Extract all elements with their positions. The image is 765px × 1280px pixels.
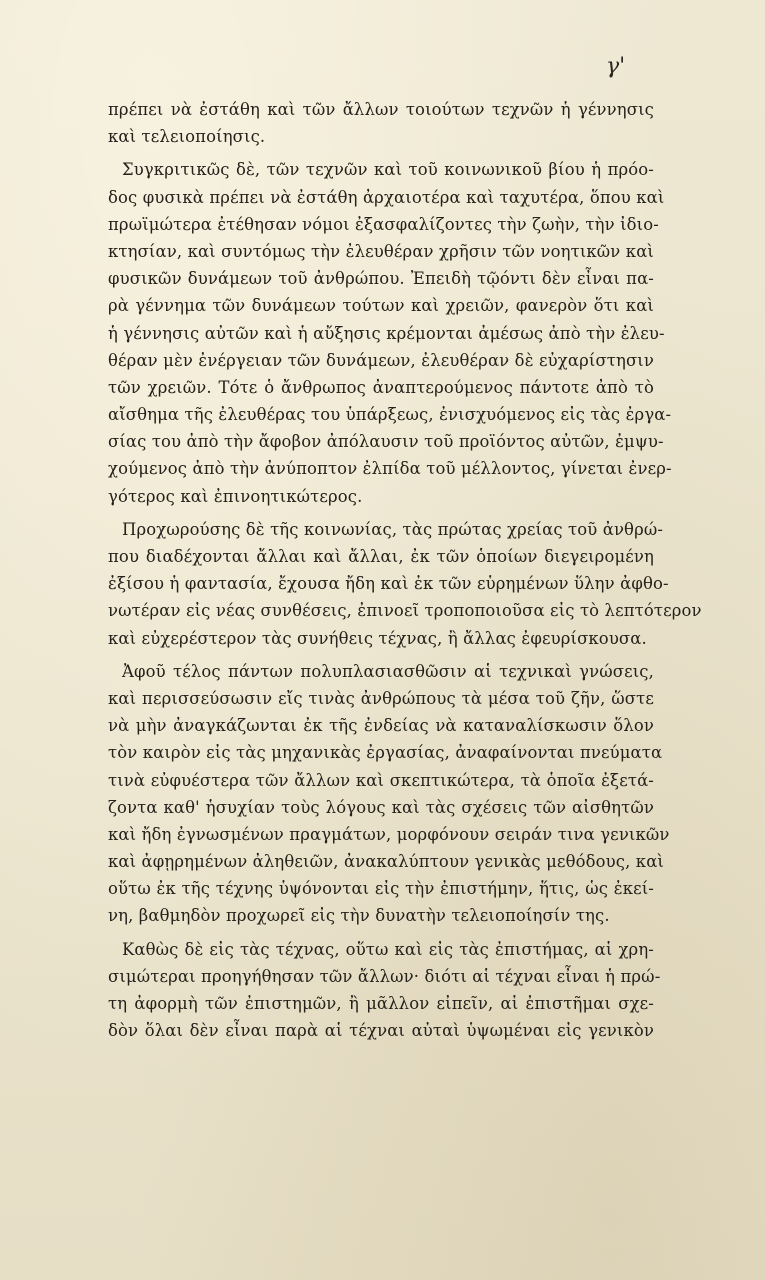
text-line: καὶ ἀφῃρημένων ἀληθειῶν, ἀνακαλύπτουν γενικὰς μεθόδους, καὶ bbox=[108, 852, 664, 872]
text-line: νὰ μὴν ἀναγκάζωνται ἐκ τῆς ἐνδείας νὰ καταναλίσκωσιν ὅλον bbox=[108, 716, 654, 736]
text-line: καὶ ἤδη ἐγνωσμένων πραγμάτων, μορφόνουν σειράν τινα γενικῶν bbox=[108, 824, 670, 844]
text-line: σίας του ἀπὸ τὴν ἄφοβον ἀπόλαυσιν τοῦ προϊόντος αὐτῶν, ἐμψυ- bbox=[108, 432, 664, 452]
text-line: οὕτω ἐκ τῆς τέχνης ὑψόνονται εἰς τὴν ἐπιστήμην, ἥτις, ὡς ἐκεί- bbox=[108, 879, 654, 899]
text-line: Συγκριτικῶς δὲ, τῶν τεχνῶν καὶ τοῦ κοινωνικοῦ βίου ἡ πρόο- bbox=[122, 160, 654, 180]
text-line: φυσικῶν δυνάμεων τοῦ ἀνθρώπου. Ἐπειδὴ τῷόντι δὲν εἶναι πα- bbox=[108, 269, 654, 289]
text-line: ἐξίσου ἡ φαντασία, ἔχουσα ἤδη καὶ ἐκ τῶν εὑρημένων ὕλην ἀφθο- bbox=[108, 574, 669, 594]
text-line: τὸν καιρὸν εἰς τὰς μηχανικὰς ἐργασίας, ἀναφαίνονται πνεύματα bbox=[108, 743, 663, 763]
text-line: πρέπει νὰ ἐστάθη καὶ τῶν ἄλλων τοιούτων τεχνῶν ἡ γέννησις bbox=[108, 100, 654, 119]
text-line: κτησίαν, καὶ συντόμως τὴν ἐλευθέραν χρῆσιν τῶν νοητικῶν καὶ bbox=[108, 241, 654, 261]
text-line: τινὰ εὐφυέστερα τῶν ἄλλων καὶ σκεπτικώτερα, τὰ ὁποῖα ἐξετά- bbox=[108, 770, 654, 790]
page-number: γ' bbox=[606, 54, 626, 79]
text-line: τη ἀφορμὴ τῶν ἐπιστημῶν, ἢ μᾶλλον εἰπεῖν, αἱ ἐπιστῆμαι σχε- bbox=[108, 994, 654, 1013]
paragraph bbox=[108, 936, 661, 1045]
paragraph bbox=[108, 516, 702, 652]
text-line: χούμενος ἀπὸ τὴν ἀνύποπτον ἐλπίδα τοῦ μέλλοντος, γίνεται ἐνερ- bbox=[108, 459, 672, 479]
text-line: Καθὼς δὲ εἰς τὰς τέχνας, οὕτω καὶ εἰς τὰς ἐπιστήμας, αἱ χρη- bbox=[122, 939, 654, 959]
text-line: αἴσθημα τῆς ἐλευθέρας του ὑπάρξεως, ἐνισχυόμενος εἰς τὰς ἐργα- bbox=[108, 405, 672, 425]
paragraph bbox=[108, 156, 672, 509]
text-line: νωτέραν εἰς νέας συνθέσεις, ἐπινοεῖ τροποποιοῦσα εἰς τὸ λεπτότερον bbox=[108, 601, 702, 621]
text-line: ζοντα καθ' ἡσυχίαν τοὺς λόγους καὶ τὰς σχέσεις τῶν αἰσθητῶν bbox=[108, 797, 654, 817]
text-line: νη, βαθμηδὸν προχωρεῖ εἰς τὴν δυνατὴν τελειοποίησίν της. bbox=[108, 906, 610, 926]
text-line: Ἀφοῦ τέλος πάντων πολυπλασιασθῶσιν αἱ τεχνικαὶ γνώσεις, bbox=[122, 661, 654, 681]
text-line: γότερος καὶ ἐπινοητικώτερος. bbox=[108, 486, 363, 506]
text-line: Προχωρούσης δὲ τῆς κοινωνίας, τὰς πρώτας χρείας τοῦ ἀνθρώ- bbox=[122, 519, 664, 539]
paragraph bbox=[108, 658, 670, 930]
text-line: τῶν χρειῶν. Τότε ὁ ἄνθρωπος ἀναπτερούμενος πάντοτε ἀπὸ τὸ bbox=[108, 377, 654, 397]
text-line: ρὰ γέννημα τῶν δυνάμεων τούτων καὶ χρειῶν, φανερὸν ὅτι καὶ bbox=[108, 296, 654, 316]
text-line: θέραν μὲν ἐνέργειαν τῶν δυνάμεων, ἐλευθέραν δὲ εὐχαρίστησιν bbox=[108, 350, 654, 370]
text-line: πρωϊμώτερα ἐτέθησαν νόμοι ἐξασφαλίζοντες τὴν ζωὴν, τὴν ἰδιο- bbox=[108, 214, 659, 234]
text-line: καὶ περισσεύσωσιν εἴς τινὰς ἀνθρώπους τὰ μέσα τοῦ ζῆν, ὥστε bbox=[108, 688, 654, 708]
text-line: που διαδέχονται ἄλλαι καὶ ἄλλαι, ἐκ τῶν ὁποίων διεγειρομένη bbox=[108, 547, 654, 566]
paragraph bbox=[108, 96, 654, 150]
text-line: σιμώτεραι προηγήθησαν τῶν ἄλλων· διότι αἱ τέχναι εἶναι ἡ πρώ- bbox=[108, 966, 661, 986]
text-line: ἡ γέννησις αὐτῶν καὶ ἡ αὔξησις κρέμονται ἀμέσως ἀπὸ τὴν ἐλευ- bbox=[108, 323, 665, 343]
text-line: καὶ εὐχερέστερον τὰς συνήθεις τέχνας, ἢ ἄλλας ἐφευρίσκουσα. bbox=[108, 628, 647, 648]
text-line: καὶ τελειοποίησις. bbox=[108, 127, 266, 147]
body-text bbox=[108, 96, 702, 1044]
text-line: δὸν ὅλαι δὲν εἶναι παρὰ αἱ τέχναι αὐταὶ ὑψωμέναι εἰς γενικὸν bbox=[108, 1021, 654, 1041]
text-line: δος φυσικὰ πρέπει νὰ ἐστάθη ἀρχαιοτέρα καὶ ταχυτέρα, ὅπου καὶ bbox=[108, 187, 665, 207]
